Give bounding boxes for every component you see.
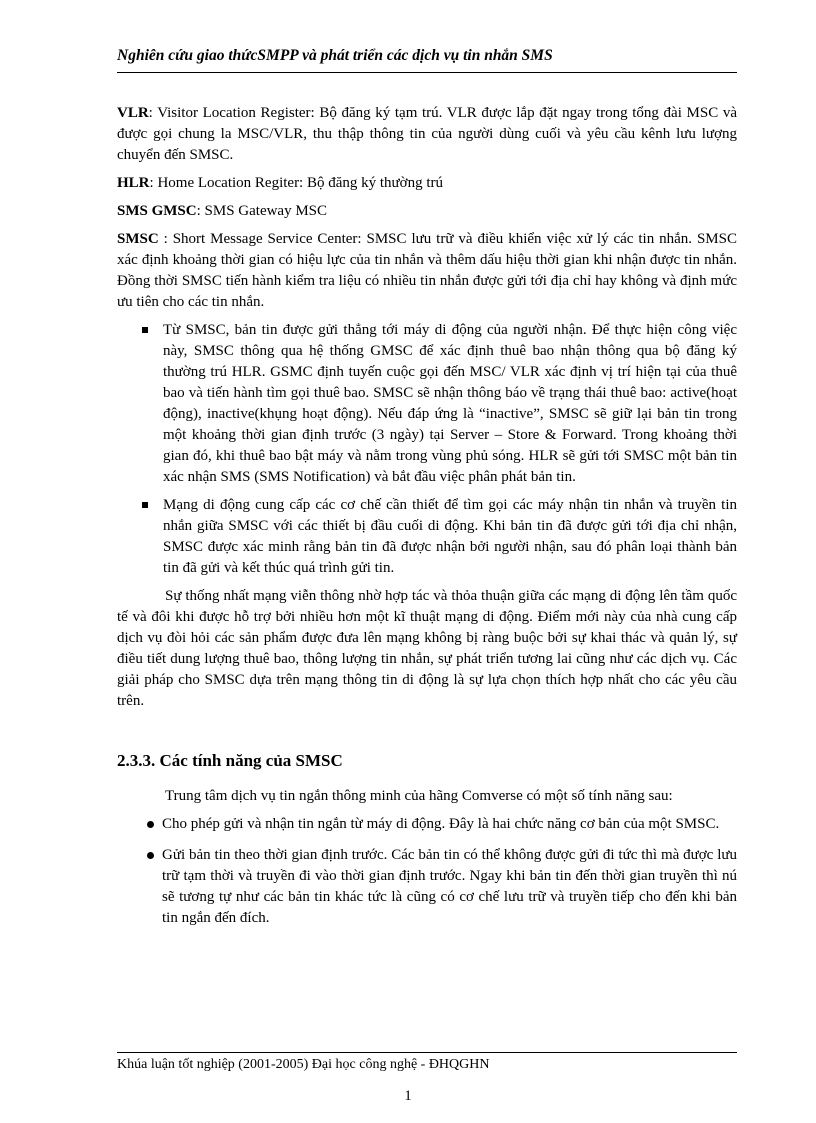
definition-sms-gmsc [117, 201, 737, 222]
definition-text: Home Location Regiter: Bộ đăng ký thường trú [157, 175, 444, 191]
footer-divider [117, 1052, 737, 1053]
dot-bullet-icon [147, 821, 154, 828]
definition-separator: : [196, 203, 205, 219]
definition-term: HLR [117, 175, 150, 191]
square-bullet-icon [142, 502, 148, 508]
running-footer: Khúa luận tốt nghiệp (2001-2005) Đại học công nghệ - ĐHQGHN [117, 1057, 490, 1072]
definition-separator: : [158, 231, 173, 247]
section-heading: 2.3.3. Các tính năng của SMSC [117, 751, 343, 770]
list-item-text: Cho phép gửi và nhận tin ngắn từ máy di động. Đây là hai chức năng cơ bản của một SMSC. [162, 816, 720, 832]
smsc-process-list [117, 320, 737, 579]
body-paragraph: Sự thống nhất mạng viễn thông nhờ hợp tác và thỏa thuận giữa các mạng di động lên tầm quốc tế và đôi khi được hỗ trợ bởi nhiều hơn một kĩ thuật mạng di động. Điểm mới này của nhà cung cấp dịch vụ đòi hỏi các sản phẩm được đưa lên mạng không bị ràng buộc bởi sự khai thác và quản lý, sự điều tiết dung lượng thuê bao, thông lượng tin nhắn, sự phát triển tương lai cũng như các dịch vụ. Các giải pháp cho SMSC dựa trên mạng thông tin di động là sự lựa chọn thích hợp nhất cho các yêu cầu trên. [117, 588, 737, 709]
definition-term: VLR [117, 105, 149, 121]
definition-text: Visitor Location Register: Bộ đăng ký tạm trú. VLR được lắp đặt ngay trong tổng đài MSC và được gọi chung la MSC/VLR, thu thập thông tin của người dùng cuối và yêu cầu kênh lưu lượng chuyển đến SMSC. [117, 105, 737, 163]
list-item-text: Gửi bản tin theo thời gian định trước. Các bản tin có thể không được gửi đi tức thì mà được lưu trữ tạm thời và truyền đi vào thời gian định trước. Ngay khi bản tin đến thời gian truyền thì nú sẽ tương tự như các bản tin khác tức là cũng có cơ chế lưu trữ và truyền tiếp cho đến khi bản tin ngắn đến đích. [162, 847, 737, 926]
square-bullet-icon [142, 327, 148, 333]
page-number: 1 [404, 1088, 412, 1104]
list-item [117, 495, 737, 579]
list-item-text: Mạng di động cung cấp các cơ chế cần thiết để tìm gọi các máy nhận tin nhắn và truyền tin nhắn giữa SMSC với các thiết bị đầu cuối di động. Khi bản tin đã được gửi tới địa chỉ nhận, SMSC được xác minh rằng bản tin đã được nhận bởi người nhận, sau đó phân loại thành bản tin đã gửi và kết thúc quá trình gửi tin. [163, 497, 737, 576]
section-intro: Trung tâm dịch vụ tin ngắn thông minh của hãng Comverse có một số tính năng sau: [165, 788, 673, 804]
feature-list [117, 814, 737, 929]
header-divider [117, 72, 737, 73]
definition-hlr [117, 173, 737, 194]
page-body [117, 103, 737, 939]
definition-separator: : [148, 105, 158, 121]
definition-term: SMSC [117, 231, 159, 247]
list-item-text: Từ SMSC, bản tin được gửi thẳng tới máy di động của người nhận. Để thực hiện công việc này, SMSC thông qua hệ thống GMSC để xác định thuê bao nhận thông qua bộ đăng ký thường trú HLR. GSMC định tuyến cuộc gọi đến MSC/ VLR xác định vị trí hiện tại của thuê bao và tiến hành tìm gọi thuê bao. SMSC sẽ nhận thông báo về trạng thái thuê bao: active(hoạt động), inactive(khụng hoạt động). Nếu đáp ứng là “inactive”, SMSC sẽ giữ lại bản tin trong một khoảng thời gian định trước (3 ngày) tại Server – Store & Forward. Trong khoảng thời gian đó, khi thuê bao bật máy và nằm trong vùng phủ sóng. HLR sẽ gửi tới SMSC một bản tin xác nhận SMS (SMS Notification) và bắt đầu việc phân phát bản tin. [163, 322, 737, 485]
definition-vlr [117, 103, 737, 166]
definition-text: SMS Gateway MSC [204, 203, 328, 219]
list-item [117, 845, 737, 929]
running-header-title: Nghiên cứu giao thứcSMPP và phát triển các dịch vụ tin nhắn SMS [117, 47, 553, 64]
dot-bullet-icon [147, 852, 154, 859]
list-item [117, 320, 737, 488]
definition-separator: : [149, 175, 158, 191]
definition-smsc [117, 229, 737, 313]
definition-term: SMS GMSC [117, 203, 197, 219]
list-item [117, 814, 737, 835]
definition-text: Short Message Service Center: SMSC lưu trữ và điều khiển việc xử lý các tin nhắn. SMSC xác định khoảng thời gian có hiệu lực của tin nhắn và thêm dấu hiệu thời gian khi nhận được tin nhắn. Đồng thời SMSC tiến hành kiểm tra liệu có nhiều tin nhắn được gửi tới địa chỉ hay không và định mức ưu tiên cho các tin nhắn. [117, 231, 737, 310]
